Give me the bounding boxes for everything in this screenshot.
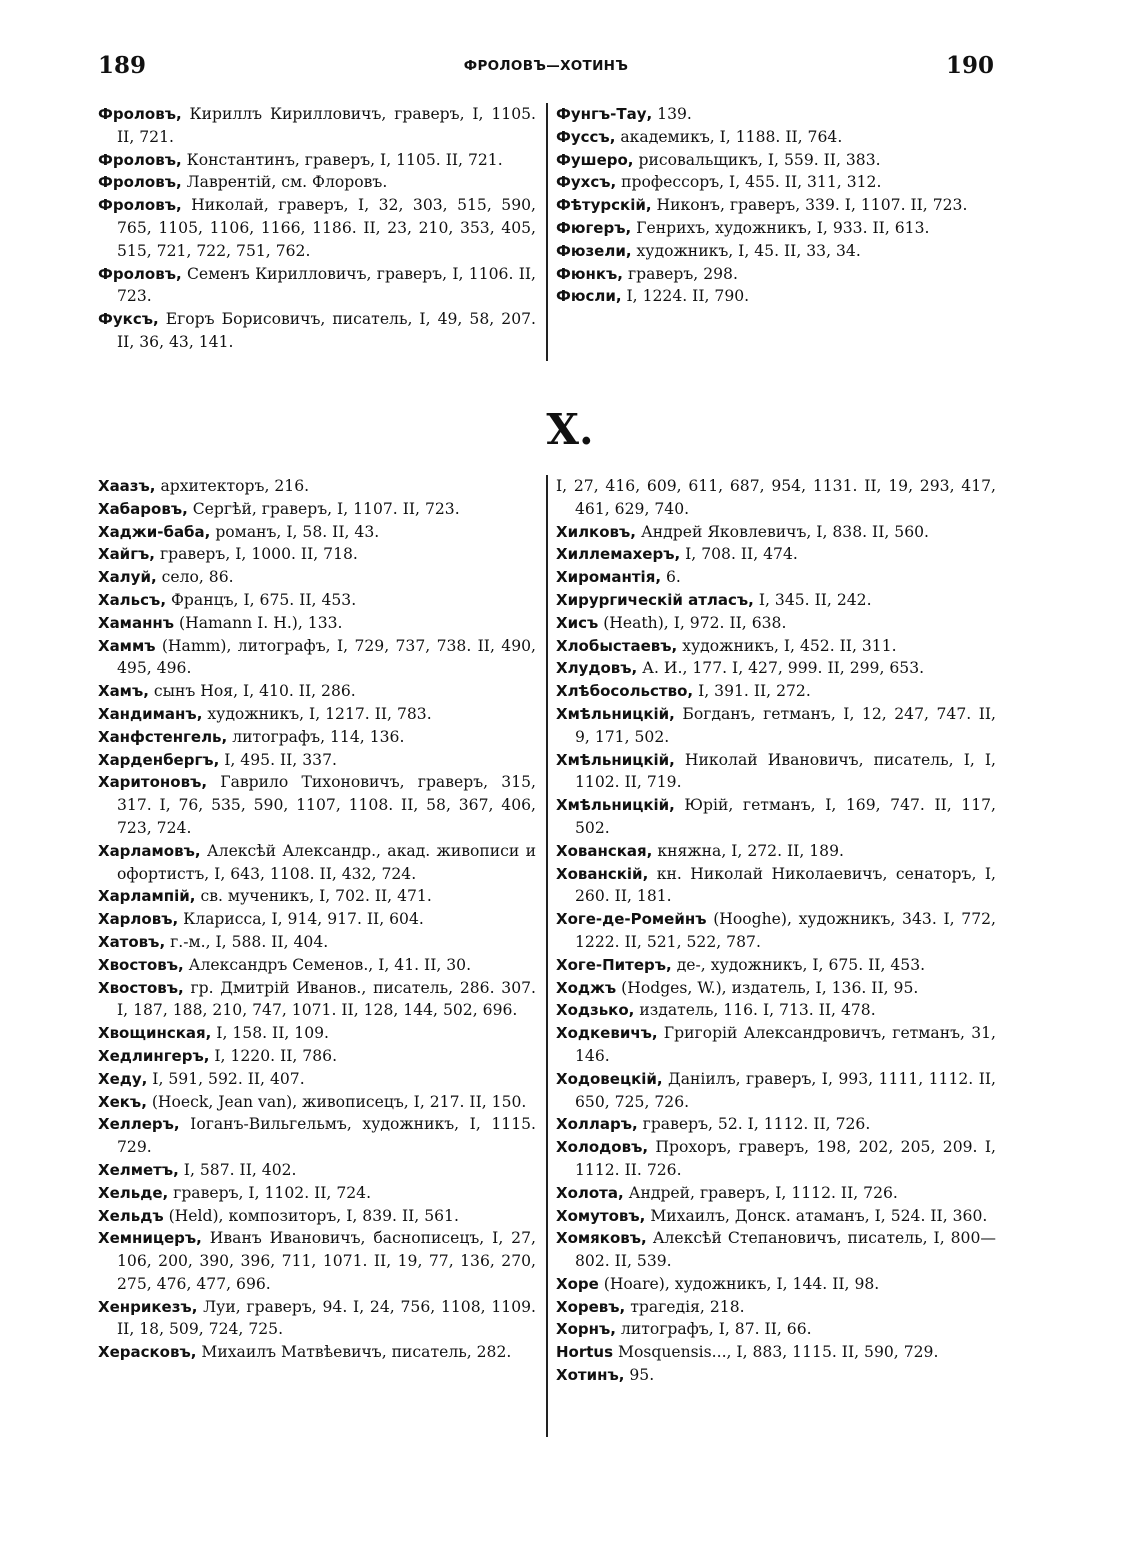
entry-headword: Ходжъ: [556, 978, 617, 997]
index-entry: [556, 589, 996, 612]
entry-references: Семенъ Кирилловичъ, граверъ, I, 1106. II, 723.: [117, 264, 536, 306]
index-entry: [98, 1022, 536, 1045]
entry-references: Гаврило Тихоновичъ, граверъ, 315, 317. I, 76, 535, 590, 1107, 1108. II, 58, 367, 406, 723, 724.: [117, 773, 536, 837]
index-entry: [556, 566, 996, 589]
entry-references: I, 587. II, 402.: [178, 1160, 297, 1179]
entry-references: Сергѣй, граверъ, I, 1107. II, 723.: [187, 499, 460, 518]
index-entry: [556, 840, 996, 863]
entry-references: кн. Николай Николаевичъ, сенаторъ, I, 260. II, 181.: [575, 864, 996, 906]
entry-references: Никонъ, граверъ, 339. I, 1107. II, 723.: [651, 196, 968, 215]
index-entry: [556, 703, 996, 749]
entry-headword: Фроловъ,: [98, 105, 182, 123]
index-entry: [98, 931, 536, 954]
index-entry: [98, 1296, 536, 1342]
entry-references: Андрей, граверъ, I, 1112. II, 726.: [623, 1183, 898, 1202]
index-entry: [98, 726, 536, 749]
index-entry: [556, 794, 996, 840]
entry-references: Иванъ Ивановичъ, баснописецъ, I, 27, 106, 200, 390, 396, 711, 1071. II, 19, 77, 136, 270, 275, 476, 477, 696.: [117, 1229, 536, 1293]
entry-headword: Хенрикезъ,: [98, 1297, 198, 1316]
index-entry: [98, 612, 536, 635]
entry-headword: Хлудовъ,: [556, 659, 638, 678]
index-entry: [556, 657, 996, 680]
entry-references: Николай Ивановичъ, писатель, I, I, 1102. II, 719.: [575, 750, 996, 792]
index-entry: [556, 1136, 996, 1182]
entry-headword: Фроловъ,: [98, 264, 182, 283]
entry-headword: Хорнъ,: [556, 1320, 616, 1339]
entry-headword: Хлѣбосольство,: [556, 682, 694, 701]
entry-headword: Фроловъ,: [98, 150, 182, 169]
index-entry: [98, 498, 536, 521]
entry-references: I, 1220. II, 786.: [209, 1046, 338, 1065]
index-entry: [556, 1068, 996, 1114]
top-left-column: [98, 103, 536, 354]
top-right-column: [556, 103, 996, 308]
entry-headword: Хиллемахеръ,: [556, 545, 681, 564]
entry-references: де-, художникъ, I, 675. II, 453.: [671, 955, 926, 974]
entry-references: (Hodges, W.), издатель, I, 136. II, 95.: [616, 978, 919, 997]
entry-headword: Фуксъ,: [98, 310, 159, 329]
page-number-left: 189: [98, 52, 147, 79]
entry-headword: Ханфстенгель,: [98, 727, 228, 746]
index-entry: [98, 194, 536, 262]
index-entry: [556, 171, 996, 194]
entry-headword: Хисъ: [556, 613, 599, 632]
index-entry: [98, 680, 536, 703]
index-entry: [98, 1068, 536, 1091]
index-entry: [98, 908, 536, 931]
running-title: ФРОЛОВЪ—ХОТИНЪ: [463, 58, 629, 74]
entry-references: художникъ, I, 1217. II, 783.: [202, 704, 432, 723]
index-entry: [556, 126, 996, 149]
index-entry: [556, 612, 996, 635]
entry-headword: Хилковъ,: [556, 522, 637, 541]
entry-references: Францъ, I, 675. II, 453.: [166, 590, 357, 609]
index-entry: [98, 149, 536, 172]
index-entry: [556, 149, 996, 172]
entry-headword: Фушеро,: [556, 150, 634, 169]
entry-references: I, 1224. II, 790.: [621, 287, 750, 306]
entry-references: I, 591, 592. II, 407.: [147, 1069, 305, 1088]
entry-headword: Фюсли,: [556, 287, 622, 306]
entry-references: А. И., 177. I, 427, 999. II, 299, 653.: [637, 659, 925, 678]
index-entry: [556, 194, 996, 217]
entry-headword: Хеду,: [98, 1069, 148, 1088]
entry-references: Кириллъ Кирилловичъ, граверъ, I, 1105. II, 721.: [117, 105, 536, 146]
entry-references: Алексѣй Степановичъ, писатель, I, 800—802. II, 539.: [575, 1229, 996, 1271]
index-entry: [556, 954, 996, 977]
entry-headword: Хмѣльницкій,: [556, 704, 675, 723]
index-entry: [556, 908, 996, 954]
entry-references: 139.: [652, 105, 692, 123]
entry-headword: Фюзели,: [556, 241, 632, 260]
entry-headword: Хоре: [556, 1274, 599, 1293]
index-entry: [556, 285, 996, 308]
entry-references: 6.: [661, 568, 681, 587]
index-entry: [98, 566, 536, 589]
index-entry: [556, 217, 996, 240]
index-entry: [556, 543, 996, 566]
entry-references: I, 27, 416, 609, 611, 687, 954, 1131. II, 19, 293, 417, 461, 629, 740.: [556, 477, 996, 518]
entry-references: граверъ, I, 1102. II, 724.: [168, 1183, 372, 1202]
entry-headword: Фунгъ-Тау,: [556, 105, 653, 123]
entry-headword: Хамъ,: [98, 682, 149, 701]
index-entry: [556, 1182, 996, 1205]
entry-references: село, 86.: [156, 568, 234, 587]
entry-references: Михаилъ Матвѣевичъ, писатель, 282.: [196, 1343, 512, 1362]
entry-headword: Фюгеръ,: [556, 218, 632, 237]
entry-references: Алексѣй Александр., акад. живописи и офортистъ, I, 643, 1108. II, 432, 724.: [117, 841, 536, 883]
index-entry: [98, 308, 536, 354]
index-entry: [556, 1273, 996, 1296]
entry-references: 95.: [624, 1366, 655, 1385]
entry-headword: Хедлингеръ,: [98, 1046, 210, 1065]
entry-references: I, 495. II, 337.: [219, 750, 337, 769]
index-entry: [98, 589, 536, 612]
entry-references: литографъ, 114, 136.: [227, 727, 405, 746]
entry-references: архитекторъ, 216.: [155, 477, 310, 495]
index-entry: [98, 885, 536, 908]
index-entry: [98, 1182, 536, 1205]
entry-references: граверъ, 52. I, 1112. II, 726.: [637, 1115, 871, 1134]
column-rule-top: [546, 103, 548, 361]
entry-headword: Хлобыстаевъ,: [556, 636, 678, 655]
entry-headword: Хомяковъ,: [556, 1229, 647, 1248]
entry-headword: Херасковъ,: [98, 1343, 197, 1362]
entry-headword: Ходовецкій,: [556, 1069, 663, 1088]
entry-references: Богданъ, гетманъ, I, 12, 247, 747. II, 9, 171, 502.: [575, 704, 996, 746]
entry-headword: Холларъ,: [556, 1115, 638, 1134]
entry-references: Луи, граверъ, 94. I, 24, 756, 1108, 1109. II, 18, 509, 724, 725.: [117, 1297, 536, 1339]
entry-headword: Харловъ,: [98, 910, 179, 929]
column-rule-main: [546, 475, 548, 1437]
entry-references: Юрій, гетманъ, I, 169, 747. II, 117, 502.: [575, 796, 996, 837]
entry-headword: Харденбергъ,: [98, 750, 220, 769]
entry-headword: Хаджи-баба,: [98, 522, 211, 541]
index-entry: [556, 1227, 996, 1273]
entry-headword: Ходкевичъ,: [556, 1024, 658, 1043]
entry-headword: Хаазъ,: [98, 477, 156, 495]
entry-headword: Фроловъ,: [98, 173, 182, 192]
entry-references: рисовальщикъ, I, 559. II, 383.: [633, 150, 881, 169]
index-entry: [556, 680, 996, 703]
entry-headword: Ходзько,: [556, 1001, 635, 1020]
index-entry: [556, 475, 996, 521]
entry-headword: Хмѣльницкій,: [556, 796, 675, 815]
entry-headword: Хельдъ: [98, 1206, 164, 1225]
main-right-column: [556, 475, 996, 1387]
running-head: [98, 52, 994, 82]
entry-references: Константинъ, граверъ, I, 1105. II, 721.: [181, 150, 503, 169]
entry-references: гр. Дмитрій Иванов., писатель, 286. 307. I, 187, 188, 210, 747, 1071. II, 128, 144, 502, 696.: [117, 978, 536, 1020]
entry-headword: Хельде,: [98, 1183, 169, 1202]
entry-references: сынъ Ноя, I, 410. II, 286.: [148, 682, 356, 701]
entry-references: издатель, 116. I, 713. II, 478.: [634, 1001, 876, 1020]
entry-headword: Фюнкъ,: [556, 264, 623, 283]
entry-references: Александръ Семенов., I, 41. II, 30.: [183, 955, 472, 974]
entry-references: (Hooghe), художникъ, 343. I, 772, 1222. II, 521, 522, 787.: [575, 910, 996, 951]
entry-references: художникъ, I, 452. II, 311.: [677, 636, 897, 655]
page-number-right: 190: [945, 52, 994, 79]
index-entry: [98, 1227, 536, 1295]
entry-headword: Хаммъ: [98, 636, 156, 655]
entry-headword: Фроловъ,: [98, 196, 182, 215]
entry-references: Андрей Яковлевичъ, I, 838. II, 560.: [636, 522, 929, 541]
entry-references: княжна, I, 272. II, 189.: [652, 841, 844, 860]
entry-headword: Хаманнъ: [98, 613, 175, 632]
entry-headword: Хвостовъ,: [98, 978, 184, 997]
main-left-column: [98, 475, 536, 1364]
entry-headword: Хирургическій атласъ,: [556, 590, 754, 609]
entry-references: Генрихъ, художникъ, I, 933. II, 613.: [631, 218, 930, 237]
entry-headword: Хмѣльницкій,: [556, 750, 675, 769]
index-entry: [98, 977, 536, 1023]
index-entry: [98, 635, 536, 681]
entry-references: Прохоръ, граверъ, 198, 202, 205, 209. I, 1112. II. 726.: [575, 1138, 996, 1179]
entry-references: (Heath), I, 972. II, 638.: [598, 613, 787, 632]
entry-headword: Хвощинская,: [98, 1024, 212, 1043]
entry-headword: Хекъ,: [98, 1092, 147, 1111]
entry-references: трагедія, 218.: [625, 1297, 745, 1316]
index-entry: [98, 103, 536, 149]
index-entry: [98, 1341, 536, 1364]
entry-references: Егоръ Борисовичъ, писатель, I, 49, 58, 207. II, 36, 43, 141.: [117, 310, 536, 351]
index-entry: [98, 840, 536, 886]
entry-references: (Hoeck, Jean van), живописецъ, I, 217. II, 150.: [146, 1092, 527, 1111]
index-entry: [556, 977, 996, 1000]
index-entry: [98, 171, 536, 194]
index-entry: [556, 1113, 996, 1136]
index-entry: [98, 1159, 536, 1182]
entry-headword: Хайгъ,: [98, 545, 156, 564]
entry-references: Григорій Александровичъ, гетманъ, 31, 146.: [575, 1024, 996, 1065]
index-entry: [98, 1113, 536, 1159]
entry-references: Mosquensis..., I, 883, 1115. II, 590, 729.: [613, 1343, 939, 1362]
entry-references: I, 345. II, 242.: [753, 590, 872, 609]
entry-headword: Хоге-де-Ромейнъ: [556, 910, 707, 929]
entry-headword: Хандиманъ,: [98, 704, 203, 723]
entry-references: граверъ, 298.: [622, 264, 738, 283]
index-entry: [556, 635, 996, 658]
index-entry: [98, 954, 536, 977]
entry-references: I, 158. II, 109.: [211, 1024, 330, 1043]
entry-headword: Hortus: [556, 1343, 614, 1362]
entry-headword: Фѣтурскій,: [556, 196, 652, 215]
entry-headword: Хомутовъ,: [556, 1206, 646, 1225]
index-entry: [556, 1364, 996, 1387]
entry-headword: Хелметъ,: [98, 1160, 179, 1179]
index-entry: [98, 749, 536, 772]
entry-headword: Хотинъ,: [556, 1366, 625, 1385]
entry-references: Николай, граверъ, I, 32, 303, 515, 590, 765, 1105, 1106, 1166, 1186. II, 23, 210, 353, 405, 515, 721, 722, 751, 762.: [117, 196, 536, 260]
entry-headword: Хабаровъ,: [98, 499, 188, 518]
entry-headword: Хвостовъ,: [98, 955, 184, 974]
entry-references: граверъ, I, 1000. II, 718.: [155, 545, 358, 564]
index-entry: [556, 263, 996, 286]
entry-headword: Харитоновъ,: [98, 773, 208, 792]
entry-headword: Хемницеръ,: [98, 1229, 202, 1248]
entry-headword: Харламовъ,: [98, 841, 201, 860]
entry-headword: Хоге-Питеръ,: [556, 955, 672, 974]
index-entry: [98, 1205, 536, 1228]
section-letter: Х.: [546, 405, 594, 454]
index-entry: [556, 1296, 996, 1319]
entry-references: св. мученикъ, I, 702. II, 471.: [195, 887, 432, 906]
index-entry: [98, 543, 536, 566]
index-entry: [556, 1341, 996, 1364]
entry-references: г.-м., I, 588. II, 404.: [165, 932, 329, 951]
entry-headword: Холота,: [556, 1183, 624, 1202]
index-entry: [98, 771, 536, 839]
entry-references: Іоганъ-Вильгельмъ, художникъ, I, 1115. 729.: [117, 1115, 536, 1157]
index-entry: [556, 103, 996, 126]
entry-references: литографъ, I, 87. II, 66.: [615, 1320, 812, 1339]
entry-headword: Хатовъ,: [98, 932, 166, 951]
index-entry: [98, 703, 536, 726]
index-entry: [556, 1318, 996, 1341]
entry-headword: Фуссъ,: [556, 127, 616, 146]
entry-references: Лаврентій, см. Флоровъ.: [181, 173, 388, 192]
entry-references: (Hamann I. H.), 133.: [174, 613, 343, 632]
entry-references: I, 708. II, 474.: [680, 545, 798, 564]
entry-headword: Хиромантія,: [556, 568, 662, 587]
entry-references: академикъ, I, 1188. II, 764.: [615, 127, 843, 146]
entry-references: I, 391. II, 272.: [693, 682, 811, 701]
index-entry: [98, 1091, 536, 1114]
entry-references: романъ, I, 58. II, 43.: [210, 522, 380, 541]
entry-references: профессоръ, I, 455. II, 311, 312.: [616, 173, 882, 192]
index-entry: [556, 863, 996, 909]
entry-references: (Held), композиторъ, I, 839. II, 561.: [163, 1206, 459, 1225]
entry-references: Кларисса, I, 914, 917. II, 604.: [178, 910, 424, 929]
entry-references: художникъ, I, 45. II, 33, 34.: [631, 241, 861, 260]
entry-headword: Харлампій,: [98, 887, 196, 906]
index-entry: [556, 749, 996, 795]
index-entry: [98, 263, 536, 309]
entry-headword: Хованскій,: [556, 864, 649, 883]
index-entry: [556, 1022, 996, 1068]
entry-references: Даніилъ, граверъ, I, 993, 1111, 1112. II, 650, 725, 726.: [575, 1069, 996, 1111]
index-entry: [556, 240, 996, 263]
index-entry: [98, 475, 536, 498]
index-entry: [98, 521, 536, 544]
entry-headword: Хальсъ,: [98, 590, 167, 609]
entry-headword: Хеллеръ,: [98, 1115, 180, 1134]
index-entry: [98, 1045, 536, 1068]
entry-headword: Фухсъ,: [556, 173, 617, 192]
entry-headword: Хованская,: [556, 841, 653, 860]
entry-headword: Холодовъ,: [556, 1138, 649, 1157]
entry-headword: Хоревъ,: [556, 1297, 626, 1316]
entry-headword: Халуй,: [98, 568, 157, 587]
index-entry: [556, 521, 996, 544]
entry-references: (Hoare), художникъ, I, 144. II, 98.: [598, 1274, 880, 1293]
entry-references: (Hamm), литографъ, I, 729, 737, 738. II, 490, 495, 496.: [117, 636, 536, 678]
entry-references: Михаилъ, Донск. атаманъ, I, 524. II, 360.: [645, 1206, 988, 1225]
index-entry: [556, 999, 996, 1022]
index-entry: [556, 1205, 996, 1228]
